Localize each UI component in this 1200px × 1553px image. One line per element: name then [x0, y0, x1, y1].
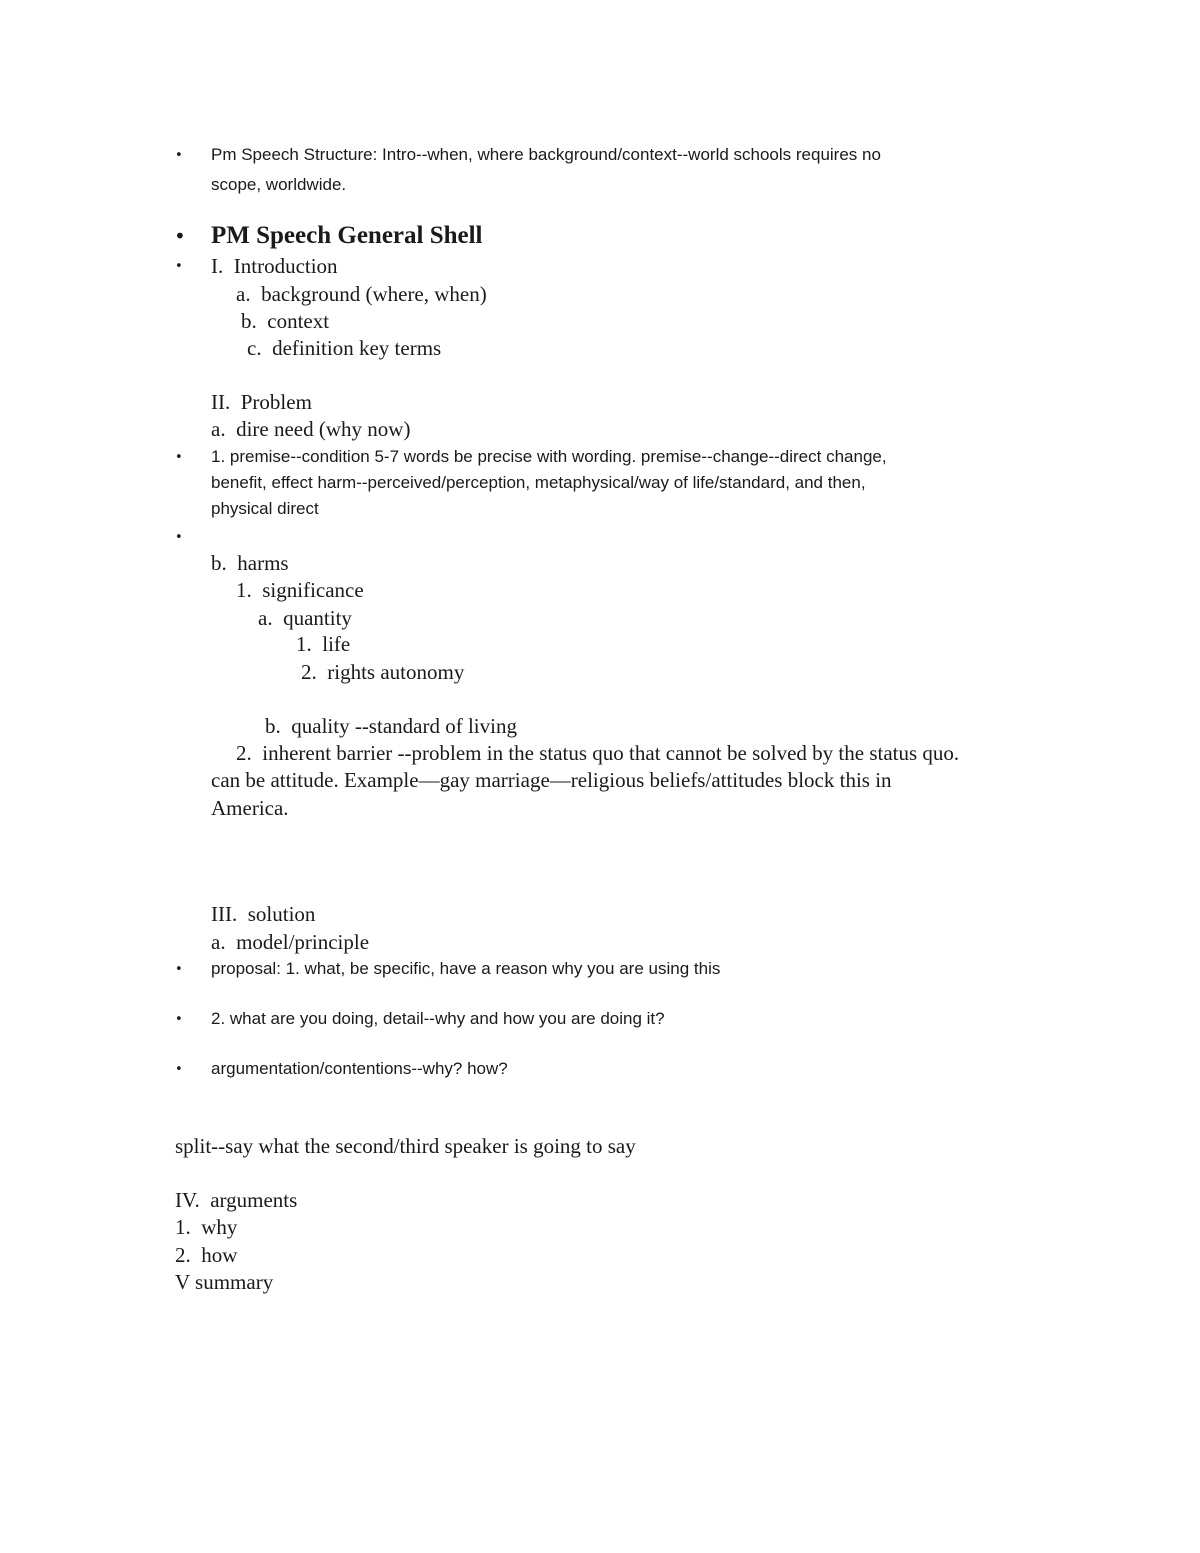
- how-item: 2. how: [175, 1243, 238, 1267]
- bullet: •: [175, 1012, 183, 1027]
- bullet: •: [175, 148, 183, 163]
- rights-item: 2. rights autonomy: [301, 660, 465, 684]
- structure-line-1: Pm Speech Structure: Intro--when, where background/context--world schools requires no: [211, 145, 881, 164]
- barrier-line-2: can be attitude. Example—gay marriage—religious beliefs/attitudes block this in: [211, 768, 892, 792]
- solution-heading: III. solution: [211, 902, 316, 926]
- bullet: •: [174, 224, 186, 248]
- intro-item: c. definition key terms: [247, 336, 442, 360]
- barrier-item: 2. inherent barrier --problem in the status quo that cannot be solved by the status quo.: [236, 741, 960, 765]
- premise-line-1: 1. premise--condition 5-7 words be precise with wording. premise--change--direct change,: [211, 447, 887, 466]
- quantity-item: a. quantity: [258, 606, 352, 630]
- split-line: split--say what the second/third speaker is going to say: [175, 1134, 636, 1158]
- arguments-heading: IV. arguments: [175, 1188, 298, 1212]
- shell-title: PM Speech General Shell: [211, 222, 483, 249]
- bullet: •: [175, 450, 183, 465]
- intro-heading: I. Introduction: [211, 254, 338, 278]
- bullet: •: [175, 259, 183, 274]
- bullet: •: [175, 530, 183, 545]
- bullet: •: [175, 1062, 183, 1077]
- structure-line-2: scope, worldwide.: [211, 175, 347, 194]
- intro-item: a. background (where, when): [236, 282, 487, 306]
- harms-heading: b. harms: [211, 551, 289, 575]
- premise-line-3: physical direct: [211, 499, 319, 518]
- intro-item: b. context: [241, 309, 330, 333]
- bullet: •: [175, 962, 183, 977]
- significance-item: 1. significance: [236, 578, 364, 602]
- argumentation-line: argumentation/contentions--why? how?: [211, 1059, 508, 1078]
- summary-line: V summary: [175, 1270, 274, 1294]
- life-item: 1. life: [296, 632, 351, 656]
- model-item: a. model/principle: [211, 930, 370, 954]
- why-item: 1. why: [175, 1215, 238, 1239]
- quality-item: b. quality --standard of living: [265, 714, 517, 738]
- problem-heading: II. Problem: [211, 390, 312, 414]
- doing-line: 2. what are you doing, detail--why and how you are doing it?: [211, 1009, 665, 1028]
- dire-need: a. dire need (why now): [211, 417, 411, 441]
- premise-line-2: benefit, effect harm--perceived/perception, metaphysical/way of life/standard, and then,: [211, 473, 866, 492]
- barrier-line-3: America.: [211, 796, 289, 820]
- proposal-line: proposal: 1. what, be specific, have a reason why you are using this: [211, 959, 721, 978]
